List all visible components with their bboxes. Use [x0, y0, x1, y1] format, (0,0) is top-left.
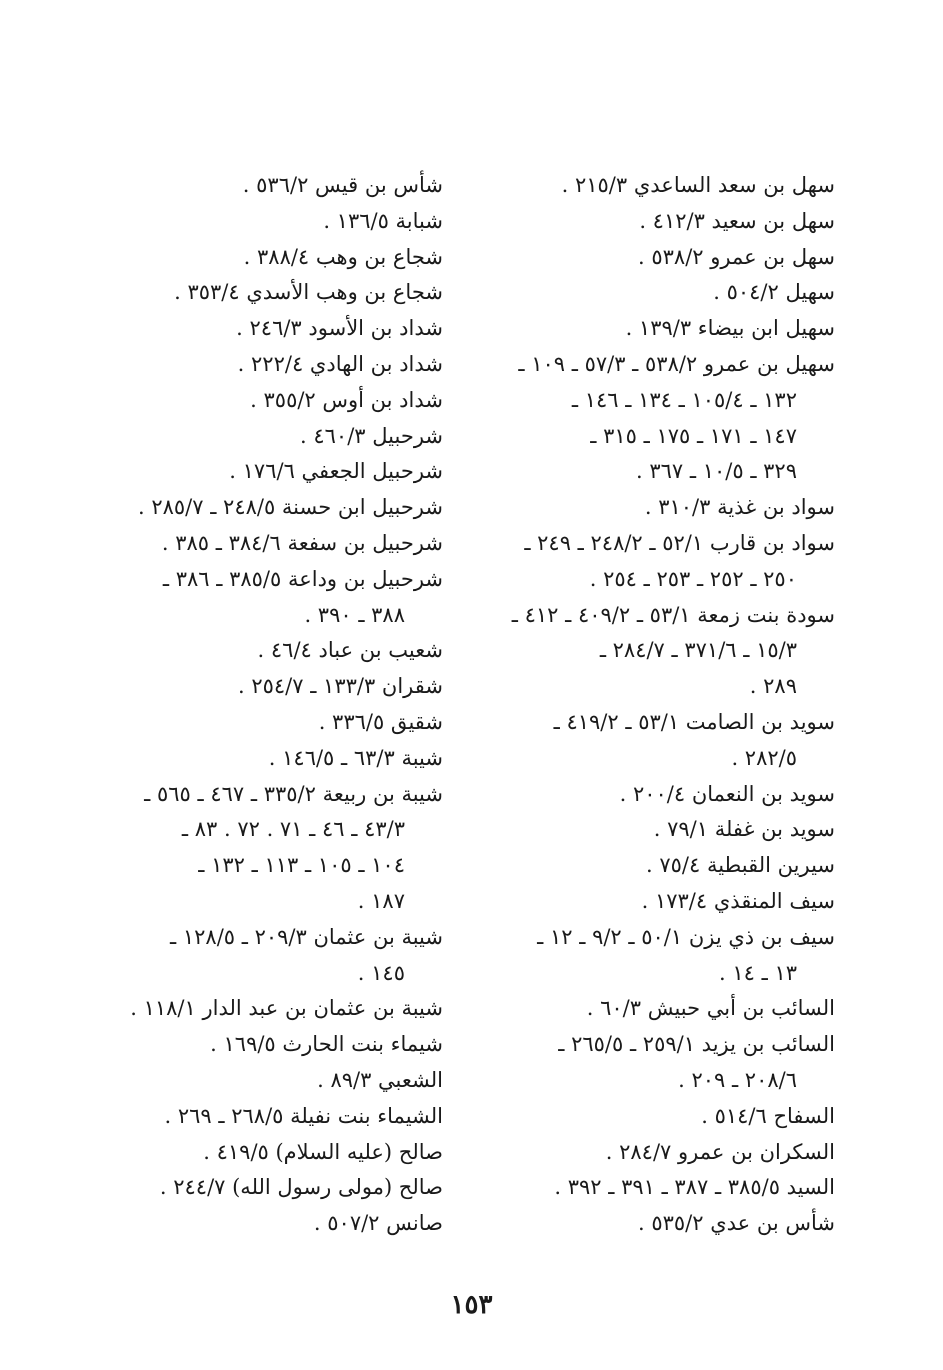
- index-entry: [495, 848, 835, 884]
- entry-line: شجاع بن وهب ٣٨٨/٤ .: [243, 244, 443, 269]
- entry-line: شيبة بن ربيعة ٣٣٥/٢ ـ ٤٦٧ ـ ٥٦٥ ـ: [144, 781, 443, 806]
- entry-line: سهل بن سعيد ٤١٢/٣ .: [639, 208, 835, 233]
- entry-continuation: ١٤٥ .: [357, 960, 405, 985]
- entry-line: الشيماء بنت نفيلة ٢٦٨/٥ ـ ٢٦٩ .: [164, 1103, 443, 1128]
- entry-line: سهل بن سعد الساعدي ٢١٥/٣ .: [561, 173, 835, 197]
- index-entry: [103, 1135, 443, 1171]
- entry-continuation: ١٤٧ ـ ١٧١ ـ ١٧٥ ـ ٣١٥ ـ: [590, 423, 797, 448]
- index-entry: [495, 598, 835, 705]
- entry-line: شقران ١٣٣/٣ ـ ٢٥٤/٧ .: [237, 674, 443, 699]
- index-entry: [495, 705, 835, 777]
- entry-continuation: ٢٥٠ ـ ٢٥٢ ـ ٢٥٣ ـ ٢٥٤ .: [589, 566, 797, 591]
- entry-continuation: ١٣ ـ ١٤ .: [719, 960, 797, 985]
- entry-line: سهيل بن عمرو ٥٣٨/٢ ـ ٥٧/٣ ـ ١٠٩ ـ: [518, 351, 835, 376]
- index-entry: [495, 311, 835, 347]
- index-column-left: [103, 168, 443, 1242]
- index-entry: [103, 669, 443, 705]
- index-column-right: [495, 168, 835, 1242]
- entry-line: شرحبيل ابن حسنة ٢٤٨/٥ ـ ٢٨٥/٧ .: [137, 495, 443, 520]
- entry-continuation: ٢٠٨/٦ ـ ٢٠٩ .: [678, 1067, 797, 1092]
- entry-line: سيرين القبطية ٧٥/٤ .: [646, 853, 835, 878]
- index-entry: [495, 777, 835, 813]
- entry-line: صالح (مولى رسول الله) ٢٤٤/٧ .: [159, 1175, 443, 1200]
- index-entry: [495, 991, 835, 1027]
- entry-line: شأس بن قيس ٥٣٦/٢ .: [242, 173, 443, 197]
- index-entry: [103, 633, 443, 669]
- entry-continuation: ١٣٢ ـ ١٠٥/٤ ـ ١٣٤ ـ ١٤٦ ـ: [571, 387, 797, 412]
- index-entry: [103, 1170, 443, 1206]
- index-entry: [103, 777, 443, 920]
- index-entry: [495, 884, 835, 920]
- entry-line: السائب بن يزيد ٢٥٩/١ ـ ٢٦٥/٥ ـ: [558, 1032, 835, 1057]
- entry-line: شبابة ١٣٦/٥ .: [323, 208, 443, 233]
- entry-line: سودة بنت زمعة ٥٣/١ ـ ٤٠٩/٢ ـ ٤١٢ ـ: [511, 602, 835, 627]
- index-entry: [103, 490, 443, 526]
- entry-line: شيماء بنت الحارث ١٦٩/٥ .: [210, 1032, 443, 1057]
- index-entry: [103, 991, 443, 1027]
- entry-line: سويد بن النعمان ٢٠٠/٤ .: [619, 781, 835, 806]
- entry-line: شيبة بن عثمان بن عبد الدار ١١٨/١ .: [130, 996, 443, 1021]
- index-entry: [495, 168, 835, 204]
- index-entry: [103, 454, 443, 490]
- entry-line: شرحبيل ٤٦٠/٣ .: [300, 423, 443, 448]
- entry-line: السكران بن عمرو ٢٨٤/٧ .: [605, 1139, 835, 1164]
- entry-continuation: ٣٨٨ ـ ٣٩٠ .: [304, 602, 405, 627]
- entry-line: شرحبيل بن سفعة ٣٨٤/٦ ـ ٣٨٥ .: [161, 530, 443, 555]
- entry-line: سيف بن ذي يزن ٥٠/١ ـ ٩/٢ ـ ١٢ ـ: [537, 924, 835, 949]
- index-entry: [103, 204, 443, 240]
- entry-continuation: ٤٣/٣ ـ ٤٦ ـ ٧١ . ٧٢ . ٨٣ ـ: [181, 817, 405, 842]
- entry-continuation: ٣٢٩ ـ ١٠/٥ ـ ٣٦٧ .: [636, 459, 797, 484]
- index-entry: [103, 419, 443, 455]
- entry-continuation: ١٠٤ ـ ١٠٥ ـ ١١٣ ـ ١٣٢ ـ: [198, 853, 405, 878]
- entry-line: صالح (عليه السلام) ٤١٩/٥ .: [203, 1139, 443, 1164]
- index-entry: [495, 204, 835, 240]
- entry-continuation: ١٨٧ .: [357, 888, 405, 913]
- index-entry: [103, 240, 443, 276]
- entry-line: سهيل ابن بيضاء ١٣٩/٣ .: [625, 316, 835, 341]
- index-entry: [495, 347, 835, 490]
- index-entry: [103, 705, 443, 741]
- entry-line: شيبة بن عثمان ٢٠٩/٣ ـ ١٢٨/٥ ـ: [170, 924, 443, 949]
- entry-line: سواد بن قارب ٥٢/١ ـ ٢٤٨/٢ ـ ٢٤٩ ـ: [524, 530, 835, 555]
- entry-line: السيد ٣٨٥/٥ ـ ٣٨٧ ـ ٣٩١ ـ ٣٩٢ .: [554, 1175, 835, 1200]
- index-entry: [495, 240, 835, 276]
- entry-line: شداد بن الهادي ٢٢٢/٤ .: [237, 351, 443, 376]
- entry-line: شأس بن عدي ٥٣٥/٢ .: [637, 1211, 835, 1236]
- entry-line: سيف المنقذي ١٧٣/٤ .: [641, 888, 835, 913]
- index-entry: [103, 1027, 443, 1063]
- entry-line: شرحبيل الجعفي ١٧٦/٦ .: [229, 459, 443, 484]
- entry-line: شيبة ٦٣/٣ ـ ١٤٦/٥ .: [268, 745, 443, 770]
- entry-line: سويد بن الصامت ٥٣/١ ـ ٤١٩/٢ ـ: [553, 709, 835, 734]
- index-entry: [103, 347, 443, 383]
- index-entry: [103, 383, 443, 419]
- index-entry: [495, 490, 835, 526]
- index-entry: [103, 311, 443, 347]
- index-entry: [103, 741, 443, 777]
- index-entry: [495, 812, 835, 848]
- entry-line: شجاع بن وهب الأسدي ٣٥٣/٤ .: [174, 280, 443, 305]
- index-entry: [495, 1135, 835, 1171]
- entry-line: صانس ٥٠٧/٢ .: [313, 1211, 443, 1236]
- index-entry: [103, 275, 443, 311]
- index-entry: [495, 1170, 835, 1206]
- entry-line: شداد بن الأسود ٢٤٦/٣ .: [236, 316, 443, 341]
- index-entry: [495, 275, 835, 311]
- entry-continuation: ٢٨٢/٥ .: [731, 745, 797, 770]
- index-entry: [103, 1063, 443, 1099]
- entry-continuation: ٢٨٩ .: [749, 674, 797, 699]
- index-entry: [495, 1027, 835, 1099]
- page-number: ١٥٣: [450, 1290, 493, 1320]
- index-entry: [103, 920, 443, 992]
- entry-continuation: ١٥/٣ ـ ٣٧١/٦ ـ ٢٨٤/٧ ـ: [599, 638, 797, 663]
- entry-line: شقيق ٣٣٦/٥ .: [318, 709, 443, 734]
- index-entry: [103, 562, 443, 634]
- index-entry: [495, 1206, 835, 1242]
- index-entry: [103, 526, 443, 562]
- index-entry: [103, 168, 443, 204]
- entry-line: الشعبي ٨٩/٣ .: [317, 1067, 443, 1092]
- entry-line: السائب بن أبي حبيش ٦٠/٣ .: [586, 996, 835, 1021]
- entry-line: شعيب بن عباد ٤٦/٤ .: [257, 638, 443, 663]
- index-entry: [495, 1099, 835, 1135]
- entry-line: شداد بن أوس ٣٥٥/٢ .: [250, 387, 443, 412]
- index-entry: [103, 1099, 443, 1135]
- entry-line: شرحبيل بن وداعة ٣٨٥/٥ ـ ٣٨٦ ـ: [162, 566, 443, 591]
- index-entry: [495, 920, 835, 992]
- entry-line: سهيل ٥٠٤/٢ .: [713, 280, 835, 305]
- entry-line: سهل بن عمرو ٥٣٨/٢ .: [638, 244, 835, 269]
- index-entry: [103, 1206, 443, 1242]
- entry-line: سواد بن غذية ٣١٠/٣ .: [644, 495, 835, 520]
- index-entry: [495, 526, 835, 598]
- entry-line: سويد بن غفلة ٧٩/١ .: [653, 817, 835, 842]
- entry-line: السفاح ٥١٤/٦ .: [701, 1103, 835, 1128]
